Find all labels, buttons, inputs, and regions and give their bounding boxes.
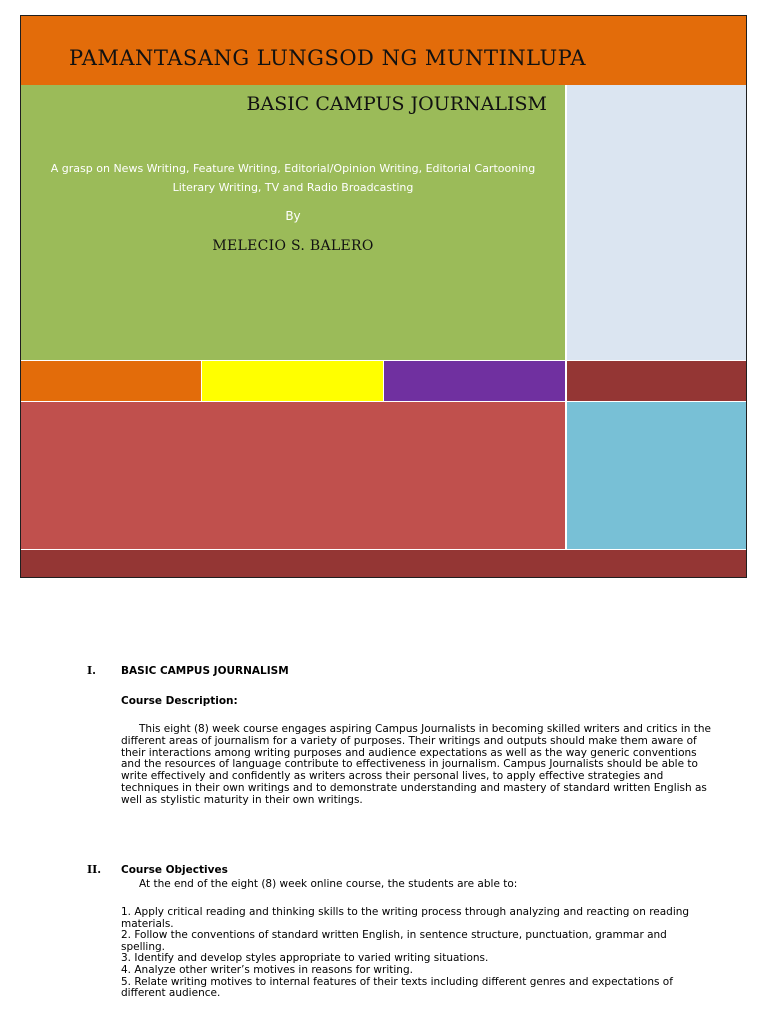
section-2-number: II. [87,863,102,876]
header-band [21,16,746,85]
list-item: 1. Apply critical reading and thinking skills to the writing process through analyzing and reacting on reading materials. [121,906,690,930]
author-name: MELECIO S. BALERO [212,238,374,254]
cover-page [20,15,747,578]
course-subtitle [35,159,551,197]
red-block [21,401,565,549]
section-2-heading: Course Objectives [121,864,228,876]
objectives-intro: At the end of the eight (8) week online course, the students are able to: [139,878,518,890]
section-1-heading: BASIC CAMPUS JOURNALISM [121,665,289,677]
by-label: By [285,209,301,223]
course-description-heading: Course Description: [121,695,238,707]
list-item: 5. Relate writing motives to internal features of their texts including different genres and expectations of different audience. [121,975,673,1000]
objectives-list [121,907,711,1000]
orange-block [21,360,202,401]
list-item: 4. Analyze other writer’s motives in reasons for writing. [121,963,413,976]
list-item: 3. Identify and develop styles appropriate to varied writing situations. [121,952,489,965]
university-name: PAMANTASANG LUNGSOD NG MUNTINLUPA [69,46,587,70]
title-panel [21,85,565,360]
dark-red-block [565,360,746,401]
yellow-block [202,360,384,401]
teal-block [565,401,746,549]
course-description-text [121,724,711,807]
footer-band [21,549,746,577]
section-1-number: I. [87,664,96,677]
subtitle-line-2: Literary Writing, TV and Radio Broadcasting [172,181,414,194]
subtitle-line-1: A grasp on News Writing, Feature Writing, Editorial/Opinion Writing, Editorial Cartooning [50,162,536,175]
purple-block [384,360,565,401]
course-title: BASIC CAMPUS JOURNALISM [246,93,547,115]
light-blue-block [565,85,746,360]
course-description-body: This eight (8) week course engages aspiring Campus Journalists in becoming skilled writers and critics in the different areas of journalism for a variety of purposes. Their writings and outputs should make them aware of their interactions among writing purposes and audience expectations as well as the way generic conventions and the resources of language contribute to effectiveness in journalism. Campus Journalists should be able to write effectively and confidently as writers across their personal lives, to apply effective strategies and techniques in their own writings and to demonstrate understanding and mastery of standard written English as well as stylistic maturity in their own writings. [121,723,711,806]
list-item: 2. Follow the conventions of standard written English, in sentence structure, punctuation, grammar and spelling. [121,929,667,953]
